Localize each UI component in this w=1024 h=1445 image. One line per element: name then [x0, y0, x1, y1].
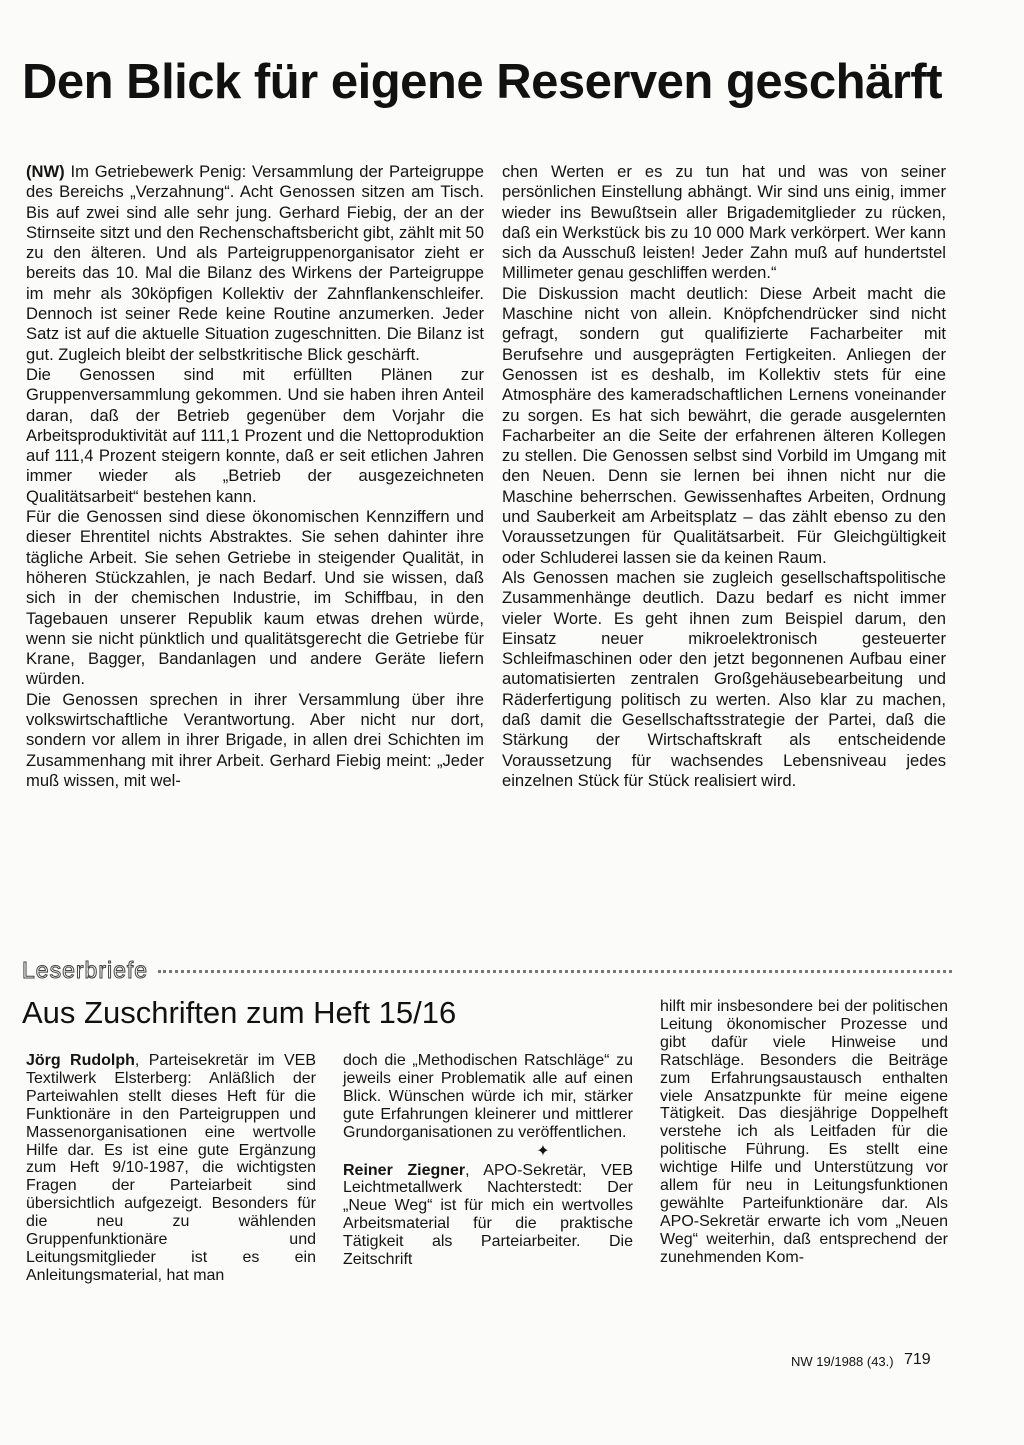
letter-author: Reiner Ziegner: [343, 1161, 466, 1179]
article-column-1: [26, 162, 484, 791]
article-paragraph: Für die Genossen sind diese ökonomischen Kennziffern und dieser Ehrentitel nichts Abstraktes. Sie sehen dahinter ihre tägliche Arbeit. Sie sehen Getriebe in steigender Qualität, in höheren Stückzahlen, je nach Bedarf. Und sie wissen, daß sich in der chemischen Industrie, im Schiffbau, in den Tagebauen unserer Republik kaum etwas drehen würde, wenn sie nicht pünktlich und qualitätsgerecht die Getriebe für Krane, Bagger, Bandanlagen und andere Geräte liefern würden.: [26, 507, 484, 689]
source-tag: (NW): [26, 162, 65, 181]
article-column-2: [502, 162, 946, 791]
issue-number: NW 19/1988 (43.): [791, 1354, 894, 1369]
article-paragraph: Die Diskussion macht deutlich: Diese Arbeit macht die Maschine nicht von allein. Knöpfchendrücker sind nicht gefragt, sondern gut qualifizierte Facharbeiter mit Berufsehre und ausgeprägten Fertigkeiten. Anliegen der Genossen ist es deshalb, im Kollektiv stets für eine Atmosphäre des kameradschaftlichen Lernens voneinander zu sorgen. Es hat sich bewährt, die gerade ausgelernten Facharbeiter an die Seite der erfahrenen älteren Kollegen zu stellen. Die Genossen selbst sind Vorbild im Umgang mit den Neuen. Denn sie lernen bei ihnen nicht nur die Maschine beherrschen. Gewissenhaftes Arbeiten, Ordnung und Sauberkeit am Arbeitsplatz – das zählt ebenso zu den Voraussetzungen für Qualitätsarbeit. Für Gleichgültigkeit oder Schluderei lassen sie da keinen Raum.: [502, 283, 946, 567]
letter-paragraph: Reiner Ziegner, APO-Sekretär, VEB Leichtmetallwerk Nachterstedt: Der „Neue Weg“ ist für mich ein wertvolles Arbeitsmaterial für die praktische Tätigkeit als Parteiarbeiter. Die Zeitschrift: [343, 1161, 634, 1269]
article-title: Den Blick für eigene Reserven geschärft: [22, 55, 943, 109]
article-paragraph: (NW) Im Getriebewerk Penig: Versammlung der Parteigruppe des Bereichs „Verzahnung“. Acht Genossen sitzen am Tisch. Bis auf zwei sind alle sehr jung. Gerhard Fiebig, der an der Stirnseite sitzt und den Rechenschaftsbericht gibt, zählt mit 50 zu den älteren. Und als Parteigruppenorganisator zieht er bereits das 10. Mal die Bilanz des Wirkens der Parteigruppe im mehr als 30köpfigen Kollektiv der Zahnflankenschleifer. Dennoch ist seiner Rede keine Routine anzumerken. Jeder Satz ist auf die aktuelle Situation zugeschnitten. Die Bilanz ist gut. Zugleich bleibt der selbstkritische Blick geschärft.: [26, 162, 484, 364]
star-separator-icon: ✦: [536, 1142, 550, 1160]
article-paragraph: Als Genossen machen sie zugleich gesellschaftspolitische Zusammenhänge deutlich. Dazu bedarf es nicht immer vieler Worte. Es geht ihnen zum Beispiel darum, den Einsatz neuer mikroelektronisch gesteuerter Schleifmaschinen oder den jetzt begonnenen Aufbau einer automatisierten zentralen Großgehäusebearbeitung und Räderfertigung politisch zu werten. Also klar zu machen, daß damit die Gesellschaftsstrategie der Partei, daß die Stärkung der Wirtschaftskraft als entscheidende Voraussetzung für wachsendes Lebensniveau jedes einzelnen Stück für Stück realisiert wird.: [502, 567, 946, 790]
section-rule: [158, 970, 952, 976]
article-paragraph: Die Genossen sind mit erfüllten Plänen zur Gruppenversammlung gekommen. Und sie haben ihren Anteil daran, daß der Betrieb gegenüber dem Vorjahr die Arbeitsproduktivität auf 111,1 Prozent und die Nettoproduktion auf 111,4 Prozent steigern konnte, daß er seit etlichen Jahren immer wieder als „Betrieb der ausgezeichneten Qualitätsarbeit“ bestehen kann.: [26, 364, 484, 506]
article-paragraph: chen Werten er es zu tun hat und was von seiner persönlichen Einstellung abhängt. Wir sind uns einig, immer wieder ins Bewußtsein aller Brigademitglieder zu rücken, daß ein Werkstück bis zu 10 000 Mark verkörpert. Wer kann sich da Ausschuß leisten! Jeder Zahn muß auf hundertstel Millimeter genau geschliffen werden.“: [502, 162, 946, 283]
letters-column-3: [660, 998, 948, 1267]
section-header: [22, 955, 952, 985]
letter-paragraph: Jörg Rudolph, Parteisekretär im VEB Textilwerk Elsterberg: Anläßlich der Parteiwahlen stellt dieses Heft für die Funktionäre in den Parteigruppen und Massenorganisationen eine wertvolle Hilfe dar. Es ist eine gute Ergänzung zum Heft 9/10-1987, die wichtigsten Fragen der Parteiarbeit sind übersichtlich aufgezeigt. Besonders für die neu zu wählenden Gruppenfunktionäre und Leitungsmitglieder ist es ein Anleitungsmaterial, hat man: [26, 1052, 316, 1284]
section-label: Leserbriefe: [22, 956, 149, 983]
letter-paragraph: hilft mir insbesondere bei der politischen Leitung ökonomischer Prozesse und gibt dafür viele Hinweise und Ratschläge. Besonders die Beiträge zum Erfahrungsaustausch enthalten viele Ansatzpunkte für meine eigene Tätigkeit. Das diesjährige Doppelheft verstehe ich als Leitfaden für die politische Führung. Es stellt eine wichtige Hilfe und Unterstützung vor allem für neu in Leitungsfunktionen gewählte Parteifunktionäre dar. Als APO-Sekretär erwarte ich vom „Neuen Weg“ weiterhin, daß entsprechend der zunehmenden Kom-: [660, 998, 948, 1266]
letters-title: Aus Zuschriften zum Heft 15/16: [22, 995, 457, 1030]
letter-paragraph: doch die „Methodischen Ratschläge“ zu jeweils einer Problematik alle auf einen Blick. Wünschen würde ich mir, stärker gute Erfahrungen kleinerer und mittlerer Grundorganisationen zu veröffentlichen.: [343, 1052, 633, 1141]
article-paragraph: Die Genossen sprechen in ihrer Versammlung über ihre volkswirtschaftliche Verantwortung. Aber nicht nur dort, sondern vor allem in ihrer Brigade, in allen drei Schichten im Zusammenhang mit ihrer Arbeit. Gerhard Fiebig meint: „Jeder muß wissen, mit wel-: [26, 689, 484, 790]
letter-author: Jörg Rudolph: [26, 1052, 135, 1069]
page-number: 719: [904, 1351, 931, 1368]
letters-column-1: [26, 1052, 316, 1285]
letters-column-2: [343, 1052, 633, 1269]
